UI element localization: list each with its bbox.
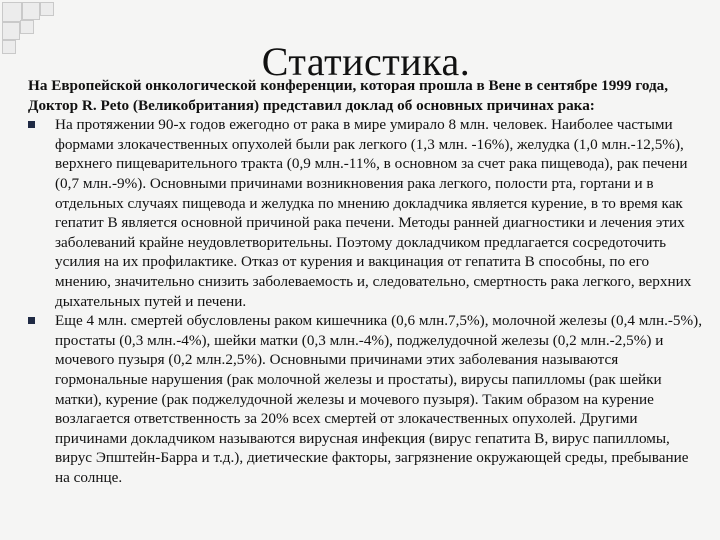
slide-content <box>28 76 704 487</box>
list-item <box>28 115 704 311</box>
intro-paragraph: На Европейской онкологической конференции, которая прошла в Вене в сентябре 1999 года, Доктор R. Peto (Великобритания) представил доклад об основных причинах рака: <box>28 77 669 114</box>
bullet-text: На протяжении 90-х годов ежегодно от рака в мире умирало 8 млн. человек. Наиболее частыми формами злокачественных опухолей были рак легкого (1,3 млн. -16%), желудка (1,0 млн.-12,5%), верхнего пищеварительного тракта (0,9 млн.-11%, в основном за счет рака пищевода), рак печени (0,7 млн.-9%). Основными причинами возникновения рака легкого, полости рта, гортани и в отдельных случаях пищевода и желудка по мнению докладчика является курение, в то время как гепатит В является основной причиной рака печени. Методы ранней диагностики и лечения этих заболеваний крайне неудовлетворительны. Поэтому докладчиком предлагается сосредоточить усилия на их профилактике. Отказ от курения и вакцинация от гепатита В способны, по его мнению, значительно снизить заболеваемость и, следовательно, смертность рака легкого, верхних дыхательных путей и печени. <box>55 116 692 310</box>
slide-title: Статистика. <box>261 39 471 84</box>
bullet-list <box>28 115 704 487</box>
square-bullet-icon <box>28 121 35 128</box>
list-item <box>28 311 704 487</box>
bullet-text: Еще 4 млн. смертей обусловлены раком кишечника (0,6 млн.7,5%), молочной железы (0,4 млн.-5%), простаты (0,3 млн.-4%), шейки матки (0,3 млн.-4%), поджелудочной железы (0,2 млн.-2,5%) и мочевого пузыря (0,2 млн.2,5%). Основными причинами этих заболевания называются гормональные нарушения (рак молочной железы и простаты), вирусы папилломы (рак шейки матки), курение (рак поджелудочной железы и мочевого пузыря). Таким образом на курение возлагается ответственность за 20% всех смертей от злокачественных опухолей. Другими причинами докладчиком называются вирусная инфекция (вирус гепатита В, вирус папилломы, вирус Эпштейн-Барра и т.д.), диетические факторы, загрязнение окружающей среды, пребывание на солнце. <box>55 312 703 486</box>
square-bullet-icon <box>28 317 35 324</box>
